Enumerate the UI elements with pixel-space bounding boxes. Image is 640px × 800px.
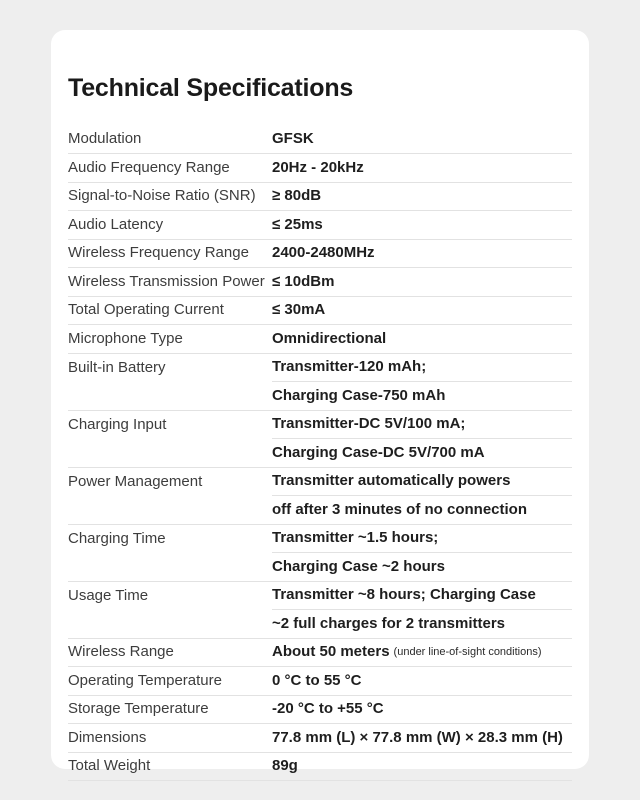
spec-row [68, 410, 572, 439]
spec-label: Total Weight [68, 752, 272, 782]
spec-label: Audio Latency [68, 210, 272, 240]
spec-value-text: ≤ 25ms [272, 215, 323, 233]
spec-value-text: 89g [272, 757, 298, 775]
spec-value [272, 182, 572, 212]
spec-value-text: 2400-2480MHz [272, 244, 375, 262]
spec-label: Storage Temperature [68, 695, 272, 725]
spec-row [68, 610, 572, 639]
spec-row [68, 467, 572, 496]
spec-value [272, 552, 572, 582]
spec-label: Operating Temperature [68, 666, 272, 696]
spec-row [68, 695, 572, 724]
spec-row [68, 154, 572, 183]
spec-value [272, 495, 572, 525]
spec-note: (under line-of-sight conditions) [393, 645, 542, 658]
spec-value-text: Transmitter automatically powers [272, 472, 511, 490]
spec-value [272, 524, 572, 554]
spec-value [272, 410, 572, 440]
spec-label: Microphone Type [68, 324, 272, 354]
spec-value-text: Charging Case-750 mAh [272, 386, 446, 404]
spec-value-text: ≥ 80dB [272, 187, 322, 205]
spec-value-text: Charging Case ~2 hours [272, 557, 445, 575]
spec-row [68, 353, 572, 382]
spec-value [272, 239, 572, 269]
spec-value-text: Transmitter ~8 hours; Charging Case [272, 586, 536, 604]
spec-value-text: -20 °C to +55 °C [272, 700, 384, 718]
spec-label: Audio Frequency Range [68, 153, 272, 183]
spec-label [68, 381, 272, 411]
spec-row [68, 439, 572, 468]
spec-row [68, 553, 572, 582]
spec-value-text: 20Hz - 20kHz [272, 158, 364, 176]
spec-value [272, 752, 572, 782]
spec-value [272, 695, 572, 725]
spec-row [68, 524, 572, 553]
spec-label: Usage Time [68, 586, 149, 604]
spec-label: Dimensions [68, 723, 272, 753]
spec-row [68, 296, 572, 325]
spec-label [68, 438, 272, 468]
spec-value [272, 638, 572, 668]
spec-value-text: Omnidirectional [272, 329, 387, 347]
spec-value [272, 267, 572, 297]
spec-row [68, 496, 572, 525]
spec-label: Signal-to-Noise Ratio (SNR) [68, 182, 272, 212]
spec-row [68, 325, 572, 354]
spec-label: Wireless Transmission Power [68, 267, 272, 297]
spec-label [68, 609, 272, 639]
spec-row [68, 581, 572, 610]
spec-value [272, 723, 572, 753]
spec-value-text: Transmitter ~1.5 hours; [272, 529, 439, 547]
spec-label: Built-in Battery [68, 358, 166, 376]
spec-row [68, 752, 572, 781]
spec-value [272, 153, 572, 183]
spec-value [272, 438, 572, 468]
spec-value-text: 0 °C to 55 °C [272, 671, 362, 689]
spec-value-text: Charging Case-DC 5V/700 mA [272, 443, 485, 461]
spec-value [272, 581, 572, 611]
page-title: Technical Specifications [68, 74, 354, 102]
spec-label: Modulation [68, 125, 272, 155]
spec-value-text: off after 3 minutes of no connection [272, 500, 528, 518]
spec-value [272, 381, 572, 411]
spec-value [272, 324, 572, 354]
spec-value [272, 296, 572, 326]
spec-value-text: ≤ 10dBm [272, 272, 335, 290]
spec-row [68, 268, 572, 297]
spec-card [51, 30, 589, 775]
spec-value [272, 666, 572, 696]
spec-value [272, 210, 572, 240]
spec-value-text: 77.8 mm (L) × 77.8 mm (W) × 28.3 mm (H) [272, 728, 563, 746]
spec-value-text: Transmitter-DC 5V/100 mA; [272, 415, 466, 433]
spec-label: Total Operating Current [68, 296, 272, 326]
spec-value-text: About 50 meters [272, 643, 390, 661]
spec-value-text: Transmitter-120 mAh; [272, 358, 427, 376]
spec-value [272, 467, 572, 497]
spec-row [68, 211, 572, 240]
spec-label [68, 552, 272, 582]
spec-row [68, 239, 572, 268]
spec-label: Power Management [68, 472, 203, 490]
spec-value-text: ~2 full charges for 2 transmitters [272, 614, 505, 632]
spec-value-text: GFSK [272, 130, 314, 148]
spec-label: Wireless Frequency Range [68, 239, 272, 269]
spec-row [68, 667, 572, 696]
spec-row [68, 125, 572, 154]
spec-value [272, 353, 572, 383]
spec-row [68, 638, 572, 667]
spec-row [68, 724, 572, 753]
spec-row [68, 182, 572, 211]
spec-label: Charging Input [68, 415, 167, 433]
spec-value [272, 125, 572, 155]
spec-value-text: ≤ 30mA [272, 301, 326, 319]
spec-label: Charging Time [68, 529, 166, 547]
spec-row [68, 382, 572, 411]
spec-table [68, 125, 572, 781]
spec-value [272, 609, 572, 639]
spec-label [68, 495, 272, 525]
spec-label: Wireless Range [68, 638, 272, 668]
